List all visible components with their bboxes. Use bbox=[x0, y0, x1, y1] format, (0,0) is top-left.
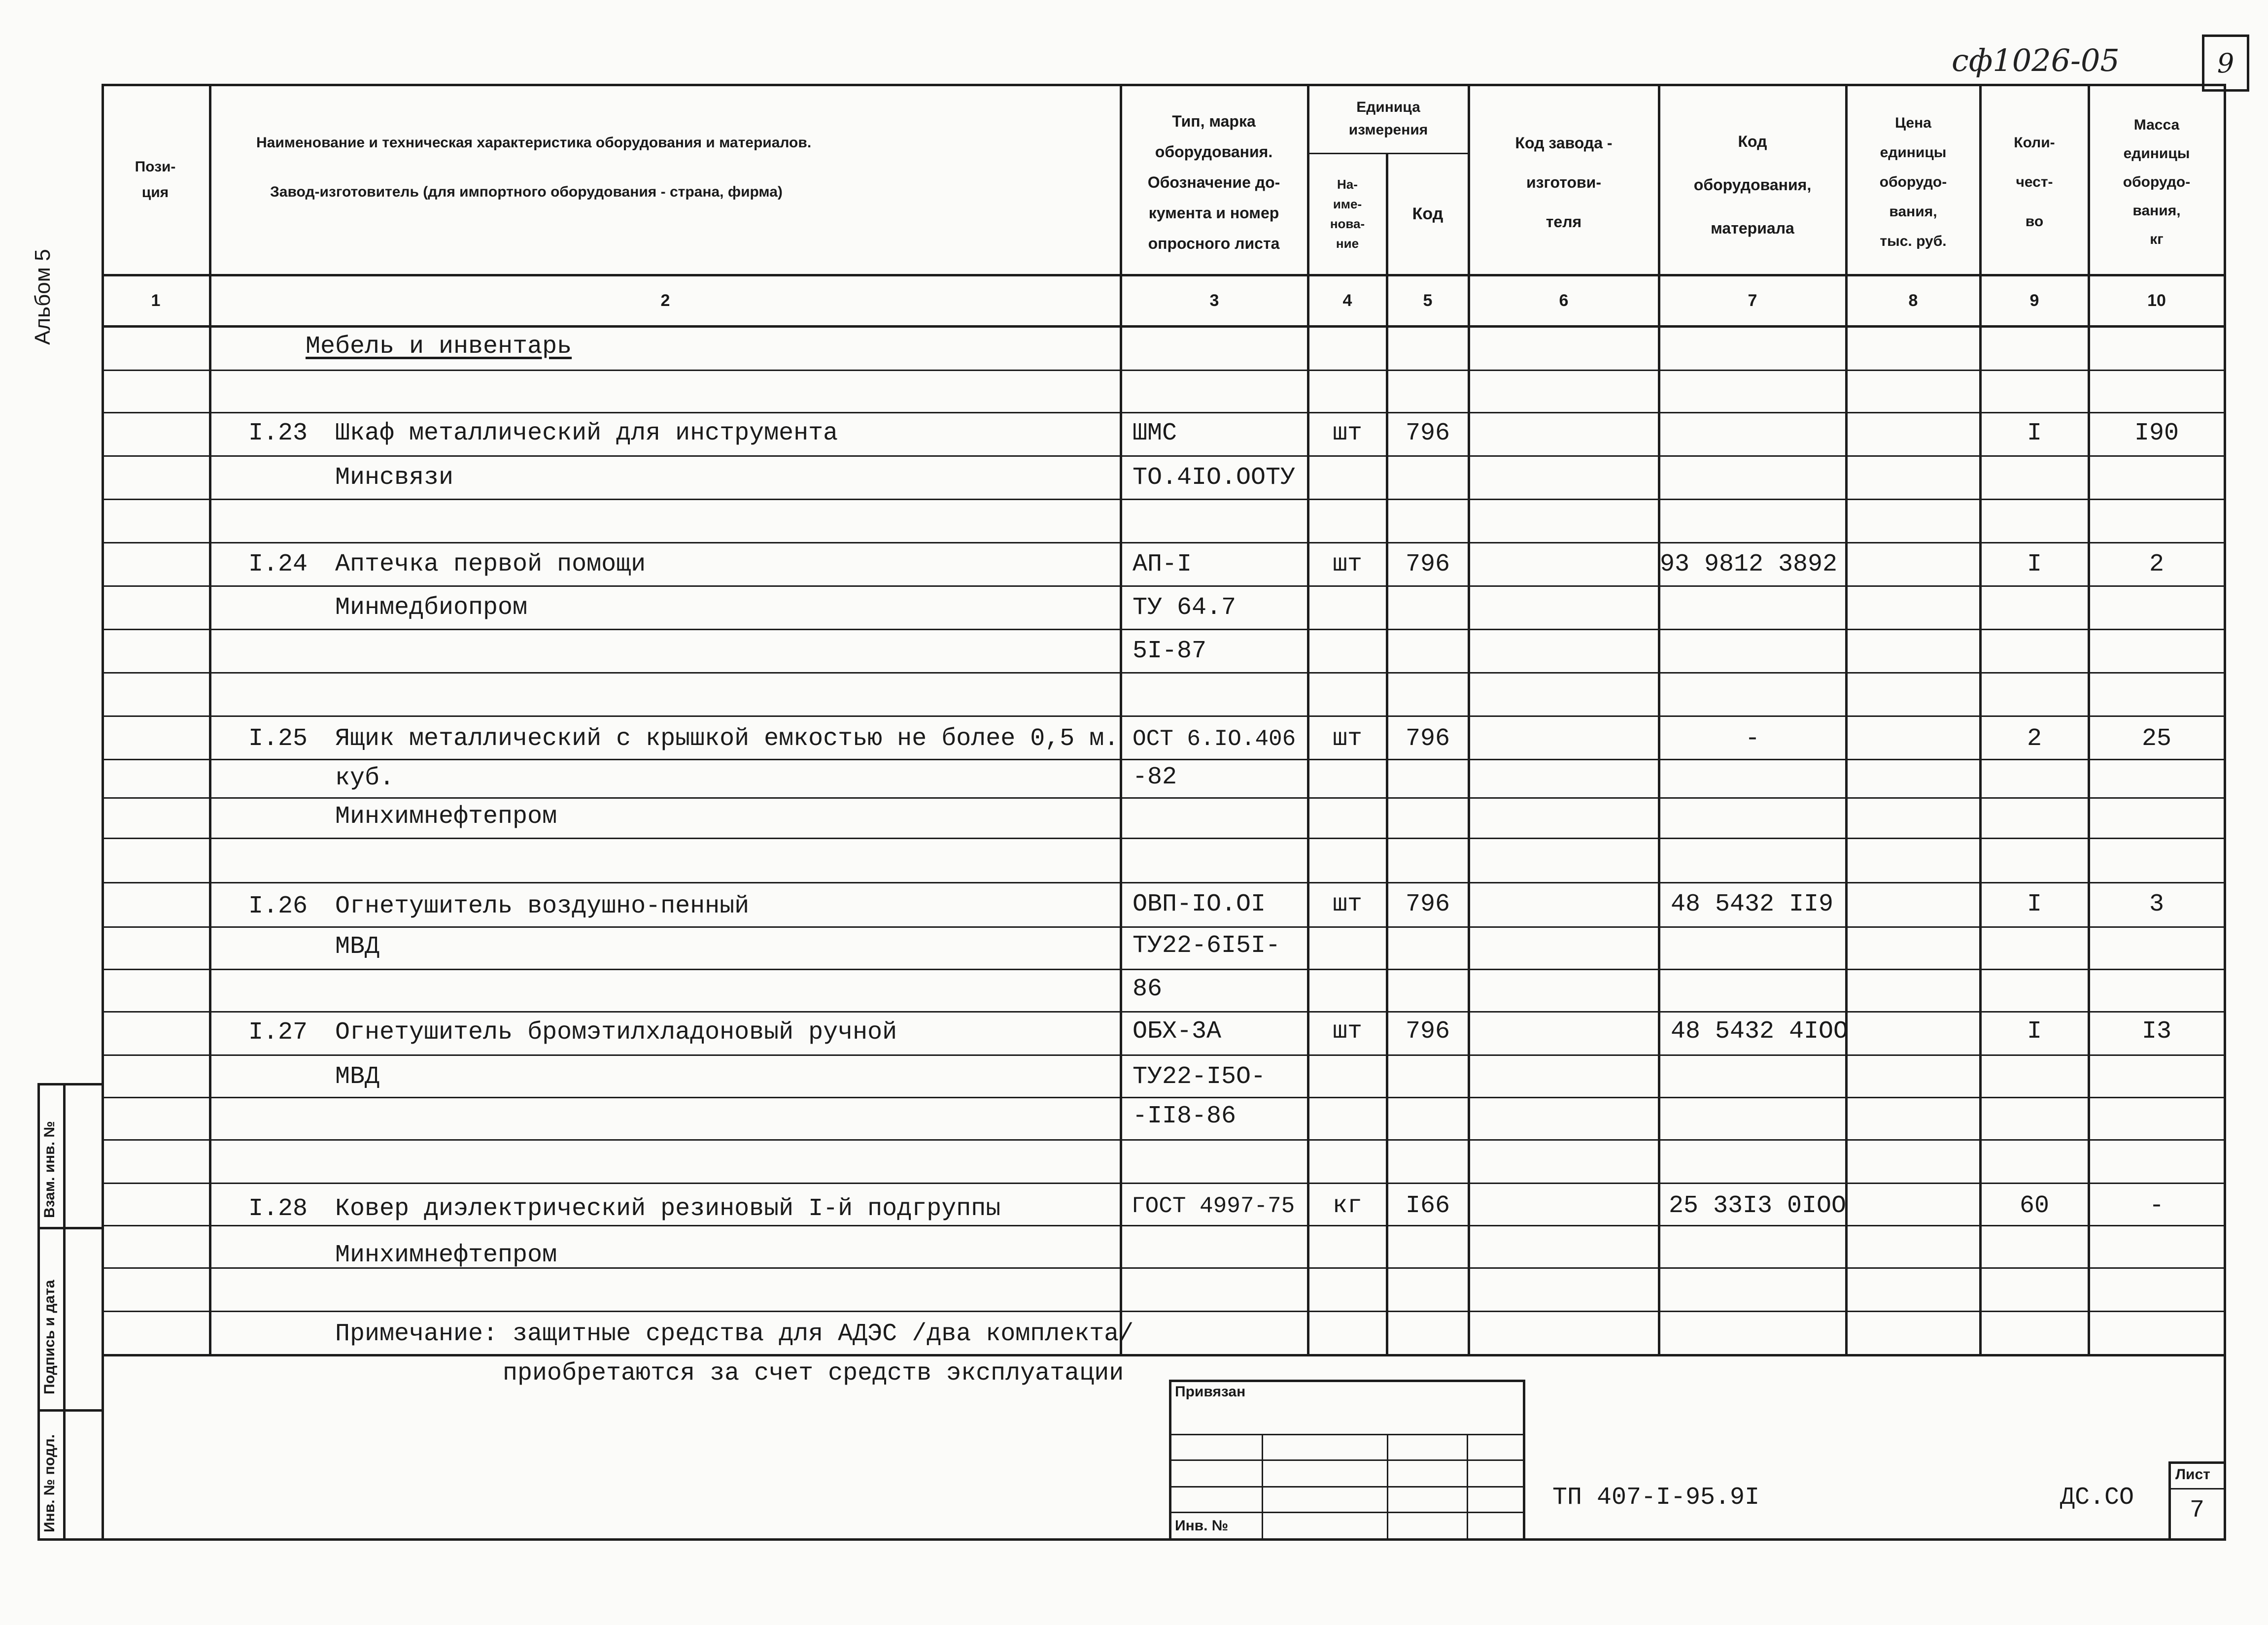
column-number: 2 bbox=[660, 291, 670, 310]
header-material-code: Код оборудования, материала bbox=[1693, 133, 1812, 237]
header-unit-name: На- име- нова- ние bbox=[1330, 177, 1365, 251]
section-code: ДС.СО bbox=[2060, 1484, 2134, 1512]
item-material-code: 25 33I3 0IОО bbox=[1669, 1192, 1847, 1220]
column-number: 9 bbox=[2029, 291, 2039, 310]
stamp-inv-original: Инв. № подл. bbox=[41, 1434, 58, 1532]
sheet-label: Лист bbox=[2175, 1466, 2210, 1483]
item-quantity: 60 bbox=[2019, 1192, 2049, 1220]
item-material-code: 93 9812 3892 bbox=[1660, 550, 1838, 578]
item-ministry: МВД bbox=[335, 933, 380, 961]
item-type: ТУ22-6I5I- bbox=[1133, 932, 1281, 960]
item-name-continued: куб. bbox=[335, 764, 395, 792]
note-line-1: Примечание: защитные средства для АДЭС /два комплекта/ bbox=[335, 1320, 1134, 1348]
album-label: Альбом 5 bbox=[31, 249, 55, 345]
item-ministry: Минхимнефтепром bbox=[335, 1241, 557, 1269]
column-number: 1 bbox=[151, 291, 161, 310]
item-type: -II8-86 bbox=[1133, 1102, 1237, 1130]
column-number: 4 bbox=[1342, 291, 1352, 310]
item-name: Огнетушитель бромэтилхладоновый ручной bbox=[335, 1018, 897, 1047]
item-type: ШМС bbox=[1133, 419, 1177, 447]
item-name: Ковер диэлектрический резиновый I-й подгруппы bbox=[335, 1195, 1001, 1223]
column-number: 5 bbox=[1423, 291, 1433, 310]
item-type: ТО.4IО.ООТУ bbox=[1133, 464, 1296, 492]
item-position: I.24 bbox=[248, 550, 308, 578]
item-unit-code: I66 bbox=[1405, 1192, 1450, 1220]
page-number-box bbox=[2202, 34, 2249, 92]
item-type: 5I-87 bbox=[1133, 637, 1207, 665]
item-ministry: Минмедбиопром bbox=[335, 594, 528, 622]
note-line-2: приобретаются за счет средств эксплуатации bbox=[503, 1359, 1124, 1388]
column-number: 7 bbox=[1748, 291, 1757, 310]
item-ministry: МВД bbox=[335, 1063, 380, 1091]
item-type: ТУ 64.7 bbox=[1133, 594, 1237, 622]
header-type: Тип, марка оборудования. Обозначение до- кумента и номер опросного листа bbox=[1147, 112, 1280, 252]
document-code: ТП 407-I-95.9I bbox=[1552, 1484, 1760, 1512]
stamp-inv-label: Инв. № bbox=[1175, 1518, 1229, 1534]
item-unit: шт bbox=[1332, 725, 1362, 753]
item-unit-code: 796 bbox=[1405, 890, 1450, 918]
header-unit: Единица измерения bbox=[1348, 99, 1428, 138]
item-material-code: 48 5432 4IОО bbox=[1671, 1017, 1849, 1046]
item-position: I.27 bbox=[248, 1018, 308, 1047]
item-position: I.25 bbox=[248, 725, 308, 753]
item-mass: I3 bbox=[2141, 1017, 2171, 1046]
page-number: 9 bbox=[2217, 47, 2234, 79]
item-unit-code: 796 bbox=[1405, 550, 1450, 578]
item-ministry: Минсвязи bbox=[335, 464, 454, 492]
item-quantity: I bbox=[2027, 419, 2042, 447]
sheet-number: 7 bbox=[2189, 1496, 2204, 1524]
stamp-bound-label: Привязан bbox=[1175, 1384, 1246, 1400]
document-code-handwritten: сф1026-05 bbox=[1952, 42, 2120, 78]
item-position: I.23 bbox=[248, 419, 308, 447]
item-unit: шт bbox=[1332, 550, 1362, 578]
item-mass: 25 bbox=[2141, 725, 2171, 753]
header-price: Цена единицы оборудо- вания, тыс. руб. bbox=[1879, 115, 1947, 249]
item-unit-code: 796 bbox=[1405, 1017, 1450, 1046]
item-type: ОСТ 6.IО.406 bbox=[1133, 726, 1296, 752]
item-unit: шт bbox=[1332, 890, 1362, 918]
stamp-signature-date: Подпись и дата bbox=[41, 1280, 58, 1394]
item-type: ОБХ-3А bbox=[1133, 1017, 1222, 1046]
item-name: Аптечка первой помощи bbox=[335, 550, 646, 578]
header-name-line1: Наименование и техническая характеристика оборудования и материалов. bbox=[256, 135, 812, 151]
item-material-code: - bbox=[1745, 725, 1760, 753]
header-quantity: Коли- чест- во bbox=[2014, 135, 2055, 230]
item-ministry: Минхимнефтепром bbox=[335, 803, 557, 831]
stamp-replaced-inv: Взам. инв. № bbox=[41, 1121, 58, 1218]
section-title: Мебель и инвентарь bbox=[306, 333, 572, 361]
header-name-line2: Завод-изготовитель (для импортного оборудования - страна, фирма) bbox=[270, 184, 783, 200]
item-position: I.28 bbox=[248, 1195, 308, 1223]
item-type: -82 bbox=[1133, 763, 1177, 791]
item-type: ГОСТ 4997-75 bbox=[1132, 1193, 1295, 1219]
item-type: ОВП-IО.ОI bbox=[1133, 890, 1266, 918]
header-mass: Масса единицы оборудо- вания, кг bbox=[2123, 117, 2191, 247]
column-number: 8 bbox=[1908, 291, 1918, 310]
item-quantity: I bbox=[2027, 890, 2042, 918]
header-plant-code: Код завода - изготови- теля bbox=[1515, 134, 1613, 231]
item-quantity: I bbox=[2027, 1017, 2042, 1046]
item-unit: шт bbox=[1332, 1017, 1362, 1046]
item-quantity: I bbox=[2027, 550, 2042, 578]
item-type: 86 bbox=[1133, 975, 1163, 1003]
item-quantity: 2 bbox=[2027, 725, 2042, 753]
item-unit: шт bbox=[1332, 419, 1362, 447]
item-unit: кг bbox=[1332, 1192, 1362, 1220]
item-unit-code: 796 bbox=[1405, 419, 1450, 447]
item-unit-code: 796 bbox=[1405, 725, 1450, 753]
item-mass: - bbox=[2149, 1192, 2164, 1220]
header-unit-code: Код bbox=[1412, 204, 1443, 223]
column-number: 10 bbox=[2147, 291, 2166, 310]
header-position: Пози- ция bbox=[135, 159, 176, 201]
item-mass: I90 bbox=[2134, 419, 2179, 447]
item-type: АП-I bbox=[1133, 550, 1192, 578]
column-number: 6 bbox=[1559, 291, 1569, 310]
item-position: I.26 bbox=[248, 892, 308, 920]
column-number: 3 bbox=[1209, 291, 1219, 310]
item-name: Шкаф металлический для инструмента bbox=[335, 419, 838, 447]
item-name: Огнетушитель воздушно-пенный bbox=[335, 892, 750, 920]
item-mass: 2 bbox=[2149, 550, 2164, 578]
item-type: ТУ22-I5О- bbox=[1133, 1063, 1266, 1091]
item-mass: 3 bbox=[2149, 890, 2164, 918]
item-material-code: 48 5432 II9 bbox=[1671, 890, 1834, 918]
item-name: Ящик металлический с крышкой емкостью не более 0,5 м. bbox=[335, 725, 1119, 753]
